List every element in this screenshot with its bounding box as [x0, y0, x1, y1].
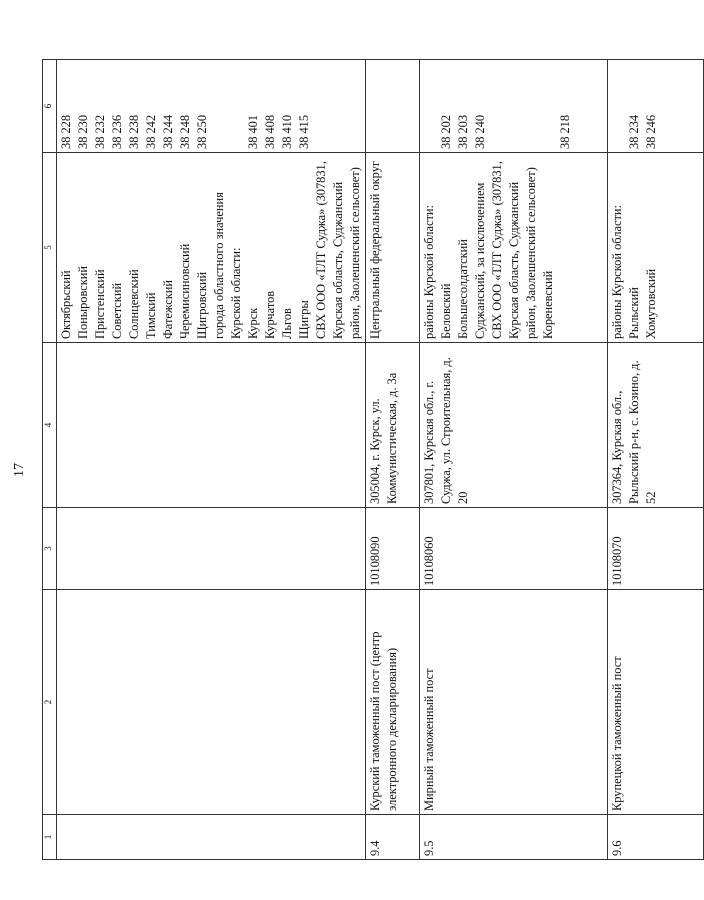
okato-code: 38 234	[627, 114, 641, 149]
okato-code: 38 240	[473, 114, 487, 149]
territory-name: Рыльский	[627, 287, 641, 339]
territory-name: Суджанский, за исключением СВХ ООО «ТЛТ Суджа» (307831, Курская область, Суджанский район, Заолешенский сельсовет)	[473, 161, 538, 339]
okato-code: 38 218	[558, 114, 572, 149]
post-address: 305004, г. Курск, ул. Коммунистическая, д. 3а	[366, 343, 420, 508]
territory-name: Советский	[110, 282, 124, 339]
continuation-codes	[57, 60, 366, 153]
table-row	[608, 60, 704, 860]
okato-code: 38 410	[280, 114, 294, 149]
table-row	[366, 60, 420, 860]
territory-name: Фатежский	[161, 279, 175, 339]
region-heading: районы Курской области:	[422, 205, 436, 339]
region-heading: районы Курской области:	[610, 205, 624, 339]
okato-code: 38 415	[297, 114, 311, 149]
okato-code: 38 228	[59, 114, 73, 149]
column-number-4: 4	[43, 343, 57, 508]
customs-posts-table	[42, 59, 704, 860]
row-number: 9.6	[608, 815, 704, 860]
page-number: 17	[12, 463, 27, 477]
okato-code: 38 250	[195, 114, 209, 149]
post-code: 10108090	[366, 508, 420, 590]
continuation-row	[57, 60, 366, 860]
territory-name: Черемисиновский	[178, 243, 192, 339]
city-name: Курчатов	[263, 290, 277, 339]
okato-code: 38 202	[439, 114, 453, 149]
post-name: Мирный таможенный пост	[420, 590, 608, 815]
table-row	[420, 60, 608, 860]
territory-name: Хомутовский	[644, 268, 658, 339]
column-number-3: 3	[43, 508, 57, 590]
svx-note: СВХ ООО «ТЛТ Суджа» (307831, Курская область, Суджанский район, Заолешенский сельсовет)	[314, 161, 362, 339]
post-codes	[608, 60, 704, 153]
okato-code: 38 230	[76, 114, 90, 149]
post-region: Центральный федеральный округ	[366, 153, 420, 343]
okato-code: 38 248	[178, 114, 192, 149]
territory-name: Тимский	[144, 292, 158, 339]
territory-name: Кореневский	[541, 270, 555, 339]
territory-name: Октябрьский	[59, 270, 73, 339]
territory-name: Щигровский	[195, 271, 209, 339]
post-codes	[420, 60, 608, 153]
post-code: 10108060	[420, 508, 608, 590]
okato-code: 38 242	[144, 114, 158, 149]
city-name: Курск	[246, 307, 260, 339]
column-number-1: 1	[43, 815, 57, 860]
territory-name: Поныровский	[76, 265, 90, 339]
row-number: 9.4	[366, 815, 420, 860]
territory-name: Большесолдатский	[456, 239, 470, 339]
post-code: 10108070	[608, 508, 704, 590]
column-number-5: 5	[43, 153, 57, 343]
city-name: Льгов	[280, 308, 294, 339]
territory-name: Пристенский	[93, 269, 107, 339]
post-territories	[420, 153, 608, 343]
post-name: Крупецкой таможенный пост	[608, 590, 704, 815]
post-address: 307364, Курская обл., Рыльский р-н, с. Козино, д. 52	[608, 343, 704, 508]
row-number: 9.5	[420, 815, 608, 860]
territory-name: Солнцевский	[127, 269, 141, 339]
okato-code: 38 238	[127, 114, 141, 149]
column-number-row	[43, 60, 57, 860]
post-name: Курский таможенный пост (центр электронного декларирования)	[366, 590, 420, 815]
post-address: 307801, Курская обл., г. Суджа, ул. Строительная, д. 20	[420, 343, 608, 508]
okato-code: 38 236	[110, 114, 124, 149]
rotated-table-wrapper	[42, 60, 658, 860]
column-number-2: 2	[43, 590, 57, 815]
okato-code: 38 401	[246, 114, 260, 149]
cities-heading: города областного значения Курской области:	[212, 192, 243, 339]
territory-name: Беловский	[439, 283, 453, 339]
continuation-territories	[57, 153, 366, 343]
column-number-6: 6	[43, 60, 57, 153]
okato-code: 38 232	[93, 114, 107, 149]
okato-code: 38 246	[644, 114, 658, 149]
okato-code: 38 244	[161, 114, 175, 149]
post-territories	[608, 153, 704, 343]
city-name: Щигры	[297, 300, 311, 339]
okato-code: 38 203	[456, 114, 470, 149]
okato-code: 38 408	[263, 114, 277, 149]
